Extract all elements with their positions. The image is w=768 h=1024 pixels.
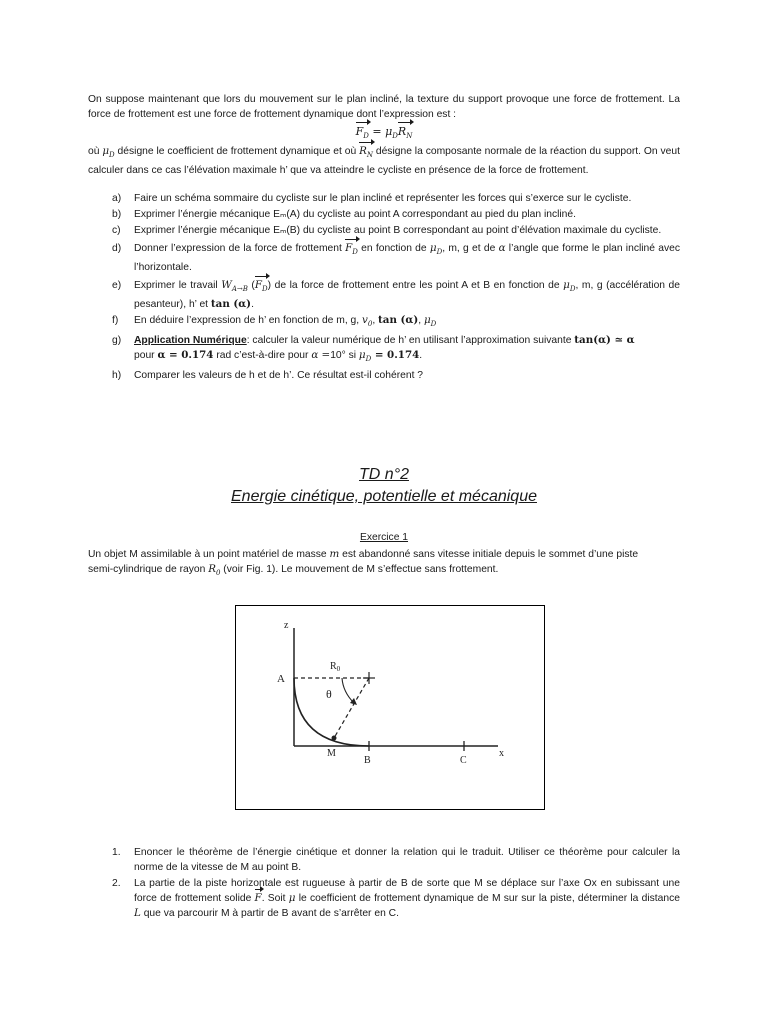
question-c: c) Exprimer l’énergie mécanique Eₘ(B) du cycliste au point B correspondant au point d’élévation maximale du cycliste.	[112, 225, 662, 236]
vector-rn: $R_N$	[398, 124, 412, 144]
definition-paragraph: où $\mu_D$ désigne le coefficient de frottement dynamique et où $R_N$ désigne la composante normale de la réaction du support. On veut calculer dans ce cas l’élévation maximale h’ que va atteindre le cycliste en présence de la force de frottement.	[88, 145, 680, 177]
exercise-statement: Un objet M assimilable à un point matériel de masse m est abandonné sans vitesse initiale depuis le sommet d’une piste semi-cylindrique de rayon $R_0$ (voir Fig. 1). Le mouvement de M s’effectue sans frottement.	[88, 548, 639, 578]
label-a: A	[277, 673, 285, 685]
intro-paragraph	[88, 92, 680, 122]
label-r0: $R_0$	[330, 661, 341, 673]
label-m: M	[327, 748, 336, 759]
vector-rn-inline: $R_N$	[359, 144, 373, 163]
figure-1	[235, 605, 545, 810]
question-h: h) Comparer les valeurs de h et de h’. Ce résultat est-il cohérent ?	[112, 370, 424, 382]
question-list	[88, 191, 680, 383]
radius-to-m	[334, 678, 369, 738]
question-f: f) En déduire l’expression de h’ en fonction de m, g, $v_0$, tan (α), $\mu_D$	[112, 314, 437, 329]
td-title: TD n°2	[359, 466, 409, 483]
question-a: a) Faire un schéma sommaire du cycliste sur le plan incliné et représenter les forces qui s’exerce sur le cycliste.	[112, 193, 632, 204]
label-z: z	[284, 620, 289, 631]
track-diagram	[236, 606, 544, 809]
exercise-question-list	[88, 845, 680, 921]
friction-equation: $F_D = \mu_DR_N$	[0, 124, 768, 144]
question-e: e) Exprimer le travail $W_{A\to B}$ $(F_D)$ de la force de frottement entre les point A et B en fonction de $\mu_D$, m, g (accélération de pesanteur), h’ et tan (α).	[112, 279, 680, 311]
exercise-question-1: 1. Enoncer le théorème de l’énergie cinétique et donner la relation qui le traduit. Utiliser ce théorème pour calculer la norme de la vitesse de M au point B.	[112, 847, 680, 873]
label-c: C	[460, 755, 467, 766]
exercise-title: Exercice 1	[359, 532, 409, 543]
point-m	[332, 736, 337, 741]
vector-fd: $F_D$	[356, 124, 369, 144]
label-theta: θ	[326, 687, 332, 701]
theta-arc	[342, 678, 354, 703]
td-subtitle: Energie cinétique, potentielle et mécanique	[231, 488, 537, 505]
question-g: g) Application Numérique: calculer la valeur numérique de h’ en utilisant l’approximation suivante tan(α) ≃ α pour α = 0.174 rad c’est-à-dire pour α =10° si $\mu_D = 0.174$.	[112, 334, 635, 364]
label-x: x	[499, 748, 504, 759]
label-b: B	[364, 755, 371, 766]
exercise-question-2: 2. La partie de la piste horizontale est rugueuse à partir de B de sorte que M se déplace sur l’axe Ox en subissant une force de frottement solide F. Soit μ le coefficient de frottement dynamique de M sur sur la piste, déterminer la distance L que va parcourir M à partir de B avant de s’arrêter en C.	[112, 878, 680, 919]
intro-text: On suppose maintenant que lors du mouvement sur le plan incliné, la texture du support provoque une force de frottement. La force de frottement est une force de frottement dynamique dont l’expression est :	[88, 94, 680, 120]
question-d: d) Donner l’expression de la force de frottement $F_D$ en fonction de $\mu_D$, m, g et de α l’angle que forme le plan incliné avec l’horizontale.	[112, 242, 681, 274]
question-b: b) Exprimer l’énergie mécanique Eₘ(A) du cycliste au point A correspondant au pied du plan incliné.	[112, 209, 576, 220]
